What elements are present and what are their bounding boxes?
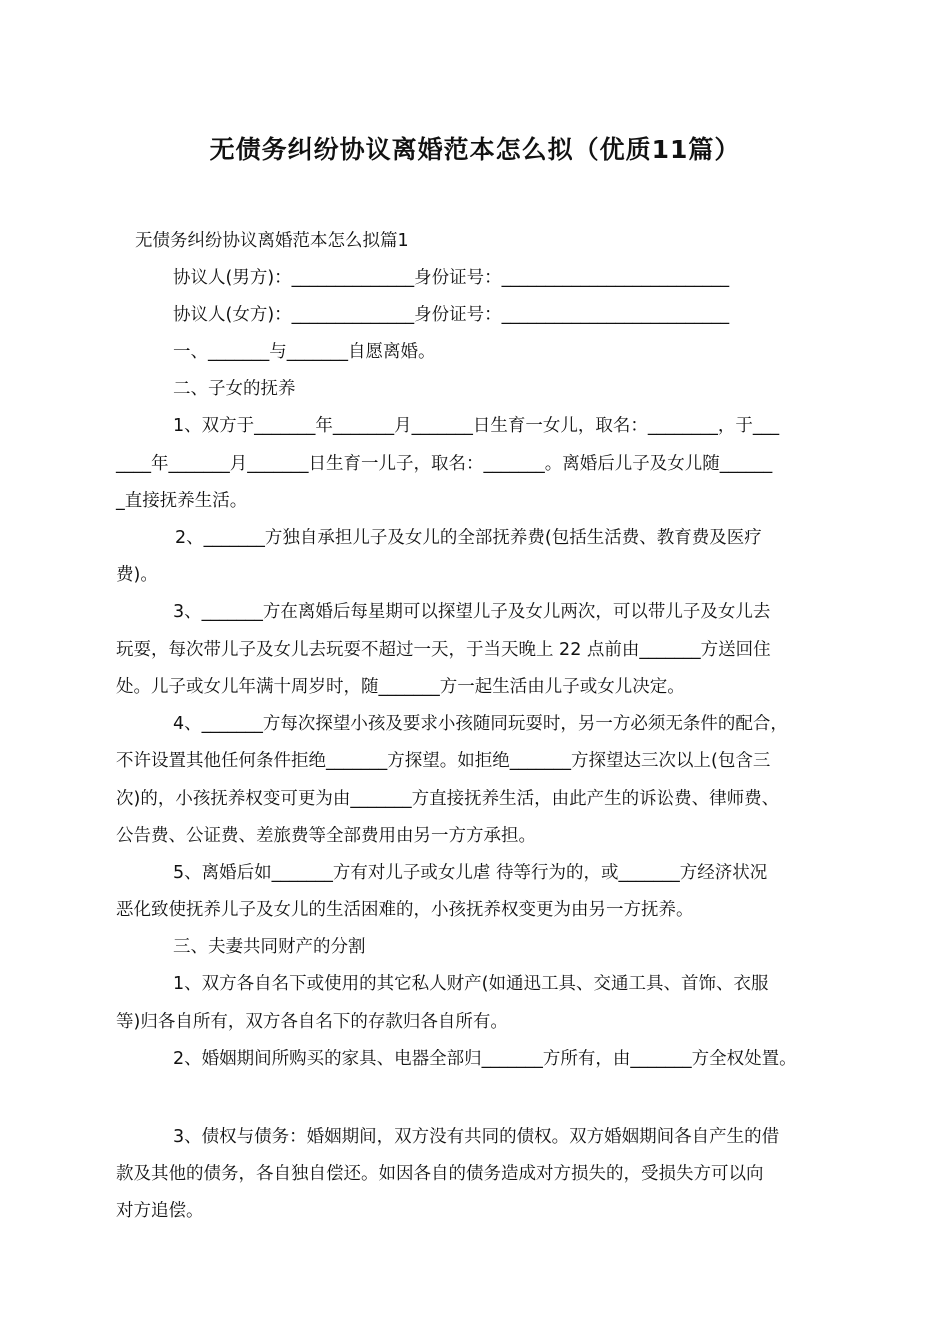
paragraph-line: 处。儿子或女儿年满十周岁时，随_______方一起生活由儿子或女儿决定。 [116,677,685,697]
paragraph-line: 等)归各自所有，双方各自名下的存款归各自所有。 [116,1012,508,1032]
paragraph-line: _直接抚养生活。 [116,491,248,511]
paragraph-line: 1、双方于_______年_______月_______日生育一女儿，取名：________，于___ [173,416,780,436]
paragraph-line: 不许设置其他任何条件拒绝_______方探望。如拒绝_______方探望达三次以上(包含三 [116,751,771,771]
paragraph-line: 1、双方各自名下或使用的其它私人财产(如通迅工具、交通工具、首饰、衣服 [173,974,769,994]
paragraph-line: 公告费、公证费、差旅费等全部费用由另一方方承担。 [116,826,536,846]
party-male-line: 协议人(男方)：______________身份证号：__________________________ [173,268,730,288]
paragraph-line: 次)的，小孩抚养权变可更为由_______方直接抚养生活，由此产生的诉讼费、律师费、 [116,789,780,809]
paragraph-line: 对方追偿。 [116,1201,204,1221]
paragraph-line: 2、_______方独自承担儿子及女儿的全部抚养费(包括生活费、教育费及医疗 [175,528,762,548]
paragraph-line: 3、_______方在离婚后每星期可以探望儿子及女儿两次，可以带儿子及女儿去 [173,602,771,622]
heading-child-custody: 二、子女的抚养 [173,379,296,399]
paragraph-line: 玩耍，每次带儿子及女儿去玩耍不超过一天，于当天晚上 22 点前由_______方送回住 [116,640,771,660]
paragraph-line: 5、离婚后如_______方有对儿子或女儿虐 待等行为的，或_______方经济状况 [173,863,768,883]
clause-divorce: 一、_______与_______自愿离婚。 [173,342,436,362]
paragraph-line: 费)。 [116,565,158,585]
paragraph-line: 3、债权与债务：婚姻期间，双方没有共同的债权。双方婚姻期间各自产生的借 [173,1127,780,1147]
document-title: 无债务纠纷协议离婚范本怎么拟（优质11篇） [209,135,741,164]
paragraph-line: 恶化致使抚养儿子及女儿的生活困难的，小孩抚养权变更为由另一方抚养。 [116,900,694,920]
paragraph-line: ____年_______月_______日生育一儿子，取名：_______。离婚后儿子及女儿随______ [116,454,773,474]
section-heading: 无债务纠纷协议离婚范本怎么拟篇1 [135,231,409,251]
party-female-line: 协议人(女方)：______________身份证号：__________________________ [173,305,730,325]
heading-property-division: 三、夫妻共同财产的分割 [173,937,366,957]
paragraph-line: 款及其他的债务，各自独自偿还。如因各自的债务造成对方损失的，受损失方可以向 [116,1164,764,1184]
paragraph-line: 4、_______方每次探望小孩及要求小孩随同玩耍时，另一方必须无条件的配合， [173,714,788,734]
paragraph-line: 2、婚姻期间所购买的家具、电器全部归_______方所有，由_______方全权处置。 [173,1049,797,1069]
